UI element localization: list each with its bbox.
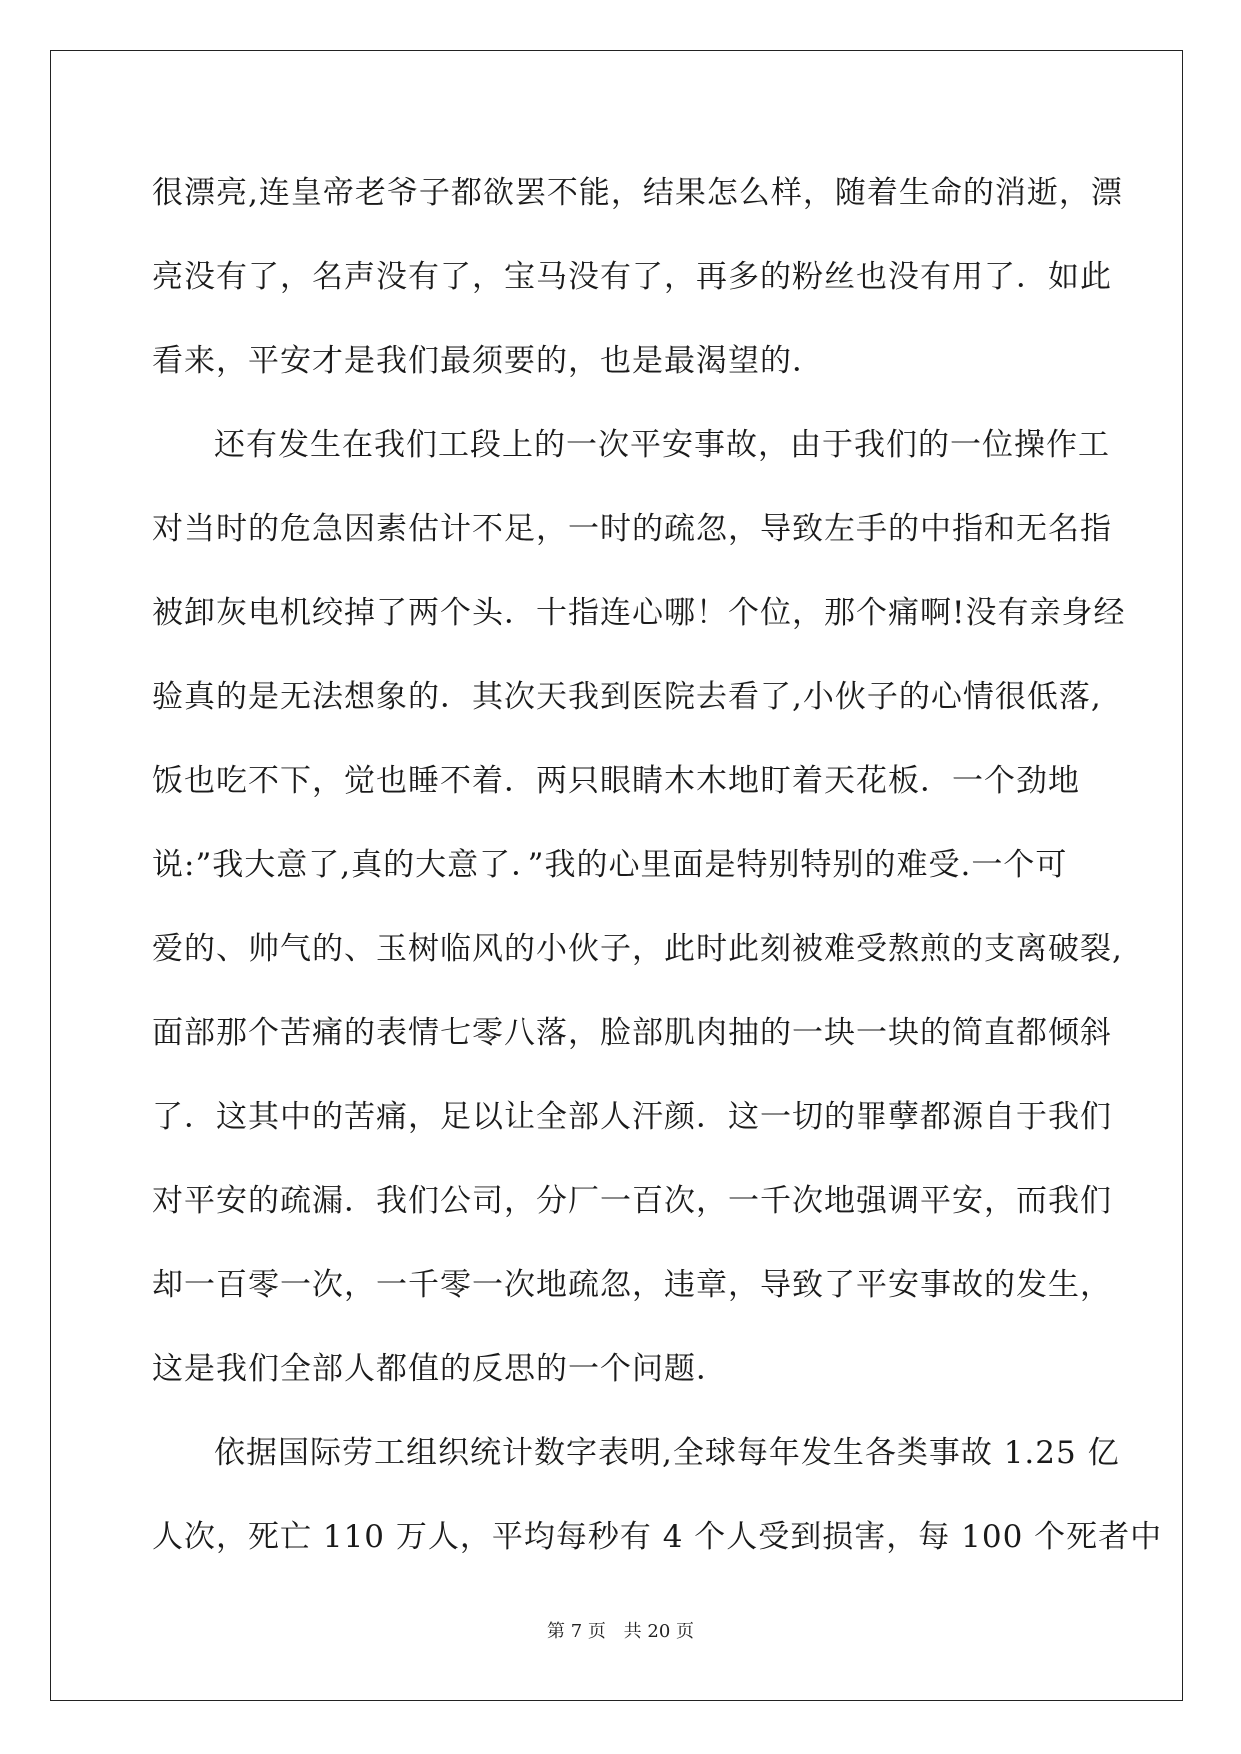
- text-line: 这是我们全部人都值的反思的一个问题．: [152, 1351, 728, 1387]
- text-line: 对平安的疏漏．我们公司，分厂一百次，一千次地强调平安，而我们: [152, 1183, 1112, 1219]
- text-line: 了．这其中的苦痛，足以让全部人汗颜．这一切的罪孽都源自于我们: [152, 1099, 1112, 1135]
- page-footer: [0, 1617, 1241, 1643]
- text-line: 却一百零一次，一千零一次地疏忽，违章，导致了平安事故的发生，: [152, 1267, 1112, 1303]
- text-line: 被卸灰电机绞掉了两个头．十指连心哪！个位，那个痛啊!没有亲身经: [152, 595, 1126, 631]
- text-line: 面部那个苦痛的表情七零八落，脸部肌肉抽的一块一块的简直都倾斜: [152, 1015, 1112, 1051]
- text-line: 说:”我大意了,真的大意了．”我的心里面是特别特别的难受.一个可: [152, 847, 1068, 883]
- text-line: 对当时的危急因素估计不足，一时的疏忽，导致左手的中指和无名指: [152, 511, 1112, 547]
- text-line: 人次，死亡 110 万人，平均每秒有 4 个人受到损害，每 100 个死者中: [152, 1519, 1163, 1555]
- text-line: 依据国际劳工组织统计数字表明,全球每年发生各类事故 1.25 亿: [214, 1435, 1120, 1471]
- document-body: [152, 161, 1163, 1589]
- text-line: 爱的、帅气的、玉树临风的小伙子，此时此刻被难受熬煎的支离破裂,: [152, 931, 1123, 967]
- text-line: 验真的是无法想象的．其次天我到医院去看了,小伙子的心情很低落,: [152, 679, 1102, 715]
- text-line: 亮没有了，名声没有了，宝马没有了，再多的粉丝也没有用了．如此: [152, 259, 1112, 295]
- page-number: 第 7 页: [547, 1621, 606, 1642]
- page-total: 共 20 页: [623, 1621, 694, 1642]
- text-line: 还有发生在我们工段上的一次平安事故，由于我们的一位操作工: [214, 427, 1110, 463]
- text-line: 很漂亮,连皇帝老爷子都欲罢不能，结果怎么样，随着生命的消逝，漂: [152, 175, 1123, 211]
- text-line: 看来，平安才是我们最须要的，也是最渴望的．: [152, 343, 824, 379]
- text-line: 饭也吃不下，觉也睡不着．两只眼睛木木地盯着天花板．一个劲地: [152, 763, 1080, 799]
